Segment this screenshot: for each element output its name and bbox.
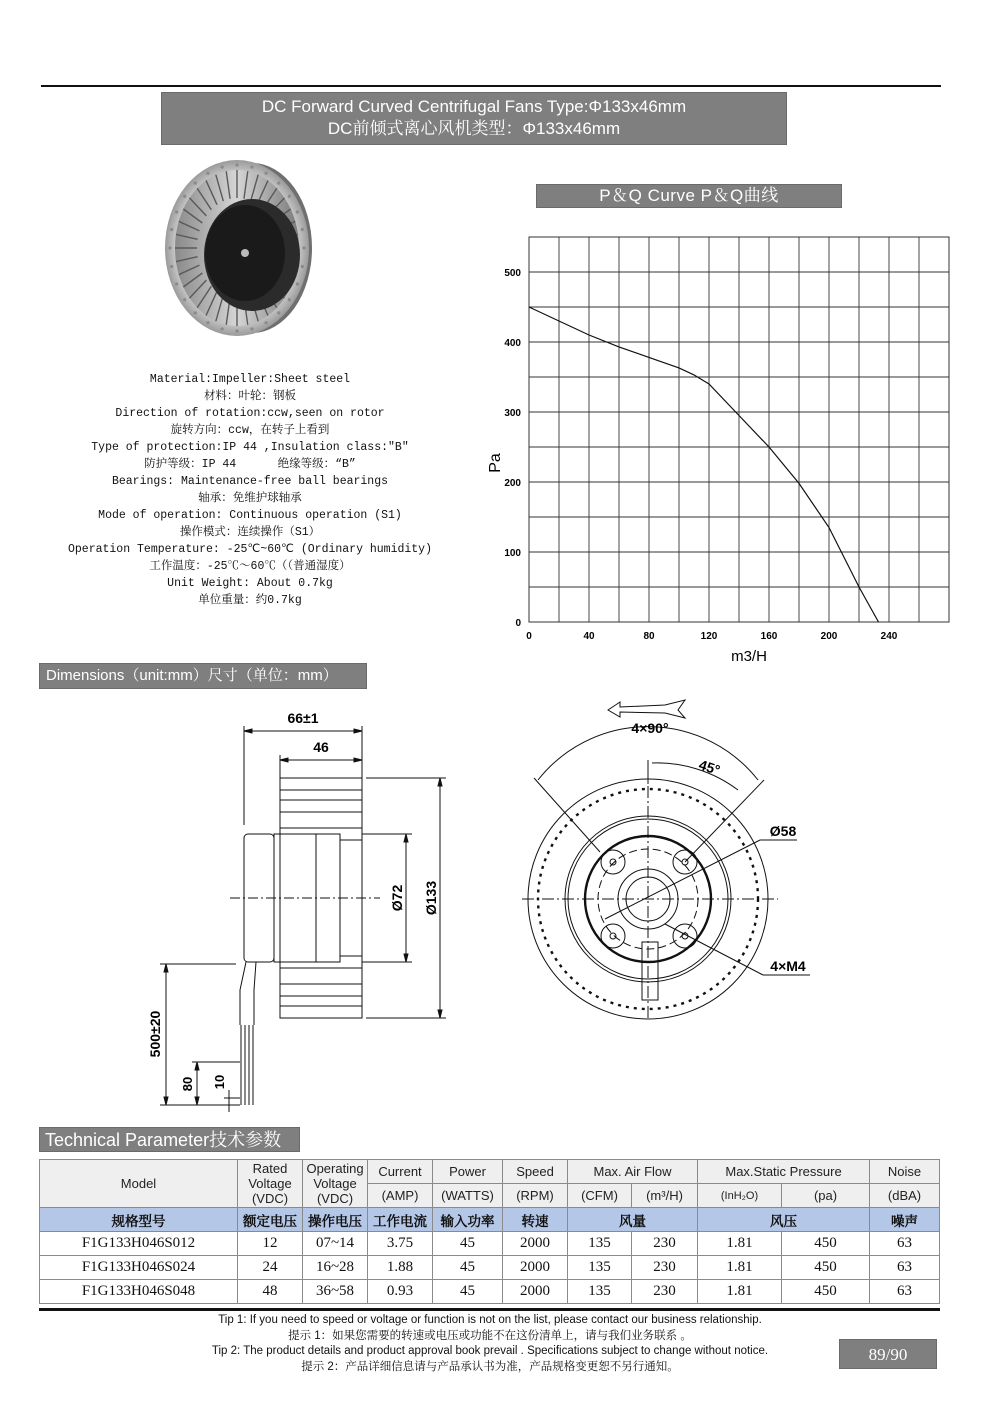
spec-line: Type of protection:IP 44 ,Insulation class:"B" — [91, 441, 409, 454]
header-model: Model — [40, 1160, 238, 1208]
header-current: Current — [368, 1160, 433, 1184]
x-axis-label: m3/H — [731, 648, 767, 665]
spec-line: Operation Temperature: -25℃~60℃ (Ordinary humidity) — [68, 543, 432, 556]
rim-rivet — [220, 327, 223, 330]
spec-line: 材料：叶轮：钢板 — [204, 390, 296, 403]
header-cn-noise: 噪声 — [870, 1208, 940, 1232]
rim-rivet — [264, 172, 267, 175]
table-row — [40, 1280, 940, 1304]
header-speed: Speed — [503, 1160, 568, 1184]
tip2-cn: 提示 2：产品详细信息请与产品承认书为准，产品规格变更恕不另行通知。 — [301, 1360, 679, 1373]
cell-rated-voltage: 24 — [238, 1256, 303, 1280]
header-cn-current: 工作电流 — [368, 1208, 433, 1232]
cell-model: F1G133H046S048 — [40, 1280, 238, 1304]
rim-rivet — [175, 210, 178, 213]
pq-chart — [480, 225, 960, 670]
cell-speed: 2000 — [503, 1280, 568, 1304]
rim-rivet — [301, 265, 304, 268]
title-cn: DC前倾式离心风机类型：Φ133x46mm — [327, 119, 621, 138]
rim-rivet — [288, 195, 291, 198]
rim-rivet — [235, 163, 238, 166]
cell-inh2o: 1.81 — [698, 1232, 782, 1256]
rim-rivet — [194, 311, 197, 314]
y-tick-label: 0 — [515, 618, 521, 629]
rim-rivet — [235, 329, 238, 332]
header-pressure: Max.Static Pressure — [698, 1160, 870, 1184]
table-row — [40, 1256, 940, 1280]
cell-current: 3.75 — [368, 1232, 433, 1256]
tip1-cn: 提示 1：如果您需要的转速或电压或功能不在这份清单上，请与我们业务联系 。 — [288, 1329, 692, 1342]
rim-rivet — [168, 246, 171, 249]
cell-operating-voltage: 36~58 — [303, 1280, 368, 1304]
spec-line: 操作模式：连续操作（S1） — [179, 526, 321, 539]
rim-rivet — [170, 228, 173, 231]
pq-curve-line — [529, 307, 879, 622]
rim-rivet — [264, 321, 267, 324]
header-operating-voltage-line: (VDC) — [316, 1191, 354, 1206]
table-bottom-rule — [39, 1308, 940, 1311]
cell-cfm: 135 — [568, 1280, 632, 1304]
x-tick-label: 120 — [700, 631, 718, 642]
y-tick-label: 200 — [504, 478, 521, 489]
spec-line: 旋转方向：ccw，在转子上看到 — [170, 424, 330, 437]
header-cn-pressure: 风压 — [698, 1208, 870, 1232]
unit-inh2o: (InH₂O) — [698, 1184, 782, 1208]
rim-rivet — [250, 165, 253, 168]
cell-pa: 450 — [782, 1280, 870, 1304]
fan-photo — [157, 153, 315, 343]
cell-m3h: 230 — [632, 1232, 698, 1256]
spec-line: Mode of operation: Continuous operation (S1) — [98, 509, 402, 522]
unit-cfm: (CFM) — [568, 1184, 632, 1208]
cell-operating-voltage: 07~14 — [303, 1232, 368, 1256]
rim-rivet — [194, 182, 197, 185]
dim-impeller-width: 46 — [313, 739, 329, 755]
y-tick-label: 100 — [504, 548, 521, 559]
spec-line: Direction of rotation:ccw,seen on rotor — [115, 407, 385, 420]
rim-rivet — [170, 265, 173, 268]
header-cn-operating-voltage: 操作电压 — [303, 1208, 368, 1232]
spec-line: 轴承：免维护球轴承 — [198, 492, 302, 505]
header-rated-voltage-line: (VDC) — [251, 1191, 289, 1206]
technical-parameter-label: Technical Parameter技术参数 — [39, 1127, 300, 1152]
cell-m3h: 230 — [632, 1280, 698, 1304]
cell-inh2o: 1.81 — [698, 1280, 782, 1304]
header-rated-voltage-line: Rated — [252, 1161, 288, 1176]
page-number: 89/90 — [839, 1339, 937, 1369]
dim-hub-diameter: Ø72 — [389, 884, 405, 912]
side-view-drawing — [140, 700, 480, 1120]
rim-rivet — [250, 327, 253, 330]
cell-speed: 2000 — [503, 1232, 568, 1256]
header-cn-power: 输入功率 — [433, 1208, 503, 1232]
spec-line: Bearings: Maintenance-free ball bearings — [111, 475, 389, 488]
spec-line: Material:Impeller:Sheet steel — [149, 373, 351, 386]
dim-tin-length: 10 — [212, 1074, 227, 1090]
cell-current: 0.93 — [368, 1280, 433, 1304]
rim-rivet — [301, 228, 304, 231]
unit-m3h: (m³/H) — [632, 1184, 698, 1208]
cell-cfm: 135 — [568, 1232, 632, 1256]
cell-model: F1G133H046S024 — [40, 1256, 238, 1280]
unit-noise: (dBA) — [870, 1184, 940, 1208]
x-tick-label: 0 — [526, 631, 532, 642]
unit-current: (AMP) — [368, 1184, 433, 1208]
y-tick-label: 500 — [504, 268, 521, 279]
tip1-en: Tip 1: If you need to speed or voltage or function is not on the list, please contact our business relationship. — [218, 1314, 762, 1326]
header-noise: Noise — [870, 1160, 940, 1184]
spec-line: 防护等级：IP 44 绝缘等级：“B” — [144, 458, 356, 471]
dim-strip-length: 80 — [180, 1076, 195, 1092]
cell-pa: 450 — [782, 1232, 870, 1256]
cell-speed: 2000 — [503, 1256, 568, 1280]
spec-line: Unit Weight: About 0.7kg — [167, 577, 333, 590]
dimensions-label: Dimensions（unit:mm）尺寸（单位：mm） — [39, 663, 367, 689]
unit-speed: (RPM) — [503, 1184, 568, 1208]
cell-power: 45 — [433, 1256, 503, 1280]
rim-rivet — [288, 298, 291, 301]
cell-noise: 63 — [870, 1280, 940, 1304]
y-axis-label: Pa — [487, 453, 504, 473]
header-cn-rated-voltage: 额定电压 — [238, 1208, 303, 1232]
cell-rated-voltage: 12 — [238, 1232, 303, 1256]
rim-rivet — [183, 195, 186, 198]
chart-title: P＆Q Curve P＆Q曲线 — [536, 184, 842, 208]
tip2-en: Tip 2: The product details and product approval book prevail . Specifications subject to change without notice. — [211, 1345, 769, 1357]
table-row — [40, 1232, 940, 1256]
cell-power: 45 — [433, 1232, 503, 1256]
header-rated-voltage — [238, 1160, 303, 1208]
dim-thread: 4×M4 — [770, 958, 806, 974]
rim-rivet — [183, 298, 186, 301]
cell-current: 1.88 — [368, 1256, 433, 1280]
dim-lead-length: 500±20 — [147, 1010, 163, 1058]
x-tick-label: 240 — [880, 631, 898, 642]
dim-overall-length: 66±1 — [287, 710, 319, 726]
front-view-drawing — [520, 690, 840, 1020]
header-operating-voltage-line: Operating — [306, 1161, 364, 1176]
title-banner — [161, 92, 787, 145]
cell-power: 45 — [433, 1280, 503, 1304]
rim-rivet — [302, 246, 305, 249]
rim-rivet — [175, 282, 178, 285]
cell-m3h: 230 — [632, 1256, 698, 1280]
rim-rivet — [277, 311, 280, 314]
header-cn-speed: 转速 — [503, 1208, 568, 1232]
y-tick-label: 400 — [504, 338, 521, 349]
dim-outer-diameter: Ø133 — [423, 880, 439, 916]
cell-rated-voltage: 48 — [238, 1280, 303, 1304]
header-operating-voltage-line: Voltage — [313, 1176, 357, 1191]
rim-rivet — [296, 210, 299, 213]
cell-cfm: 135 — [568, 1256, 632, 1280]
tips — [100, 1313, 880, 1375]
unit-power: (WATTS) — [433, 1184, 503, 1208]
header-rated-voltage-line: Voltage — [248, 1176, 292, 1191]
cell-noise: 63 — [870, 1232, 940, 1256]
header-power: Power — [433, 1160, 503, 1184]
spec-line: 单位重量：约0.7kg — [198, 594, 302, 607]
rotation-arrow-icon — [608, 700, 685, 718]
cell-pa: 450 — [782, 1256, 870, 1280]
spec-list — [40, 371, 460, 609]
dim-angle-spacing: 4×90° — [631, 720, 669, 736]
rim-rivet — [296, 282, 299, 285]
x-tick-label: 40 — [583, 631, 595, 642]
header-cn-air-flow: 风量 — [568, 1208, 698, 1232]
rim-rivet — [277, 182, 280, 185]
dim-angle-offset: 45° — [697, 756, 723, 779]
cell-inh2o: 1.81 — [698, 1256, 782, 1280]
header-cn-model: 规格型号 — [40, 1208, 238, 1232]
dim-bolt-circle: Ø58 — [769, 823, 797, 839]
x-tick-label: 200 — [820, 631, 838, 642]
x-tick-label: 160 — [760, 631, 778, 642]
cell-model: F1G133H046S012 — [40, 1232, 238, 1256]
unit-pa: (pa) — [782, 1184, 870, 1208]
header-operating-voltage — [303, 1160, 368, 1208]
y-tick-label: 300 — [504, 408, 521, 419]
rim-rivet — [206, 172, 209, 175]
spec-line: 工作温度：-25℃～60℃（（普通湿度） — [149, 560, 351, 573]
title-en: DC Forward Curved Centrifugal Fans Type:Φ133x46mm — [261, 97, 687, 116]
rim-rivet — [220, 165, 223, 168]
top-rule — [41, 85, 941, 87]
technical-parameter-table — [39, 1159, 940, 1304]
rim-rivet — [206, 321, 209, 324]
x-tick-label: 80 — [643, 631, 655, 642]
cell-noise: 63 — [870, 1256, 940, 1280]
cell-operating-voltage: 16~28 — [303, 1256, 368, 1280]
header-air-flow: Max. Air Flow — [568, 1160, 698, 1184]
